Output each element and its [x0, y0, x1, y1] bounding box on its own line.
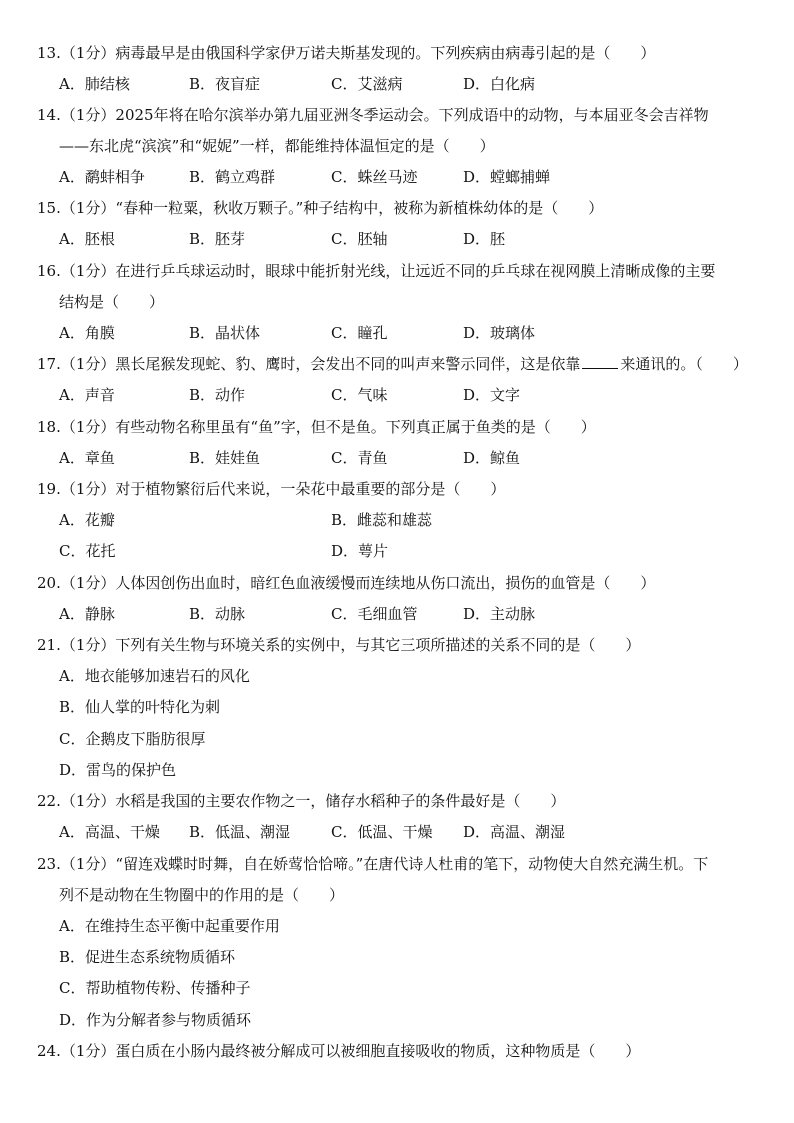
- option-c: C．瞳孔: [331, 324, 388, 342]
- option-b: B．低温、潮湿: [189, 823, 291, 841]
- option-b: B．胚芽: [189, 230, 246, 248]
- answer-blank: [582, 354, 618, 369]
- option-c: C．低温、干燥: [331, 823, 433, 841]
- stem-part-1: 17.（1分）黑长尾猴发现蛇、豹、鹰时，会发出不同的叫声来警示同伴，这是依靠: [37, 355, 581, 373]
- option-d: D．主动脉: [463, 605, 536, 623]
- option-b: B．雌蕊和雄蕊: [331, 511, 433, 529]
- option-a: A．鹬蚌相争: [59, 168, 145, 186]
- option-a: A．角膜: [59, 324, 115, 342]
- option-d: D．白化病: [463, 75, 536, 93]
- option-c: C．花托: [59, 542, 116, 560]
- question-stem: 15.（1分）“春种一粒粟，秋收万颗子。”种子结构中，被称为新植株幼体的是（ ）: [37, 199, 604, 217]
- option-d: D．胚: [463, 230, 506, 248]
- question-stem-continued: ——东北虎“滨滨”和“妮妮”一样，都能维持体温恒定的是（ ）: [59, 137, 495, 155]
- option-a: A．地衣能够加速岩石的风化: [59, 667, 250, 685]
- option-a: A．高温、干燥: [59, 823, 160, 841]
- option-a: A．章鱼: [59, 449, 115, 467]
- option-c: C．帮助植物传粉、传播种子: [59, 979, 251, 997]
- option-d: D．萼片: [331, 542, 389, 560]
- question-stem: 20.（1分）人体因创伤出血时，暗红色血液缓慢而连续地从伤口流出，损伤的血管是（ ）: [37, 574, 656, 592]
- option-a: A．在维持生态平衡中起重要作用: [59, 917, 280, 935]
- option-c: C．毛细血管: [331, 605, 418, 623]
- option-d: D．雷鸟的保护色: [59, 761, 177, 779]
- option-b: B．动作: [189, 386, 246, 404]
- question-stem: 14.（1分）2025年将在哈尔滨举办第九届亚洲冬季运动会。下列成语中的动物，与本届亚冬会吉祥物: [37, 106, 709, 124]
- option-a: A．花瓣: [59, 511, 115, 529]
- question-stem: 22.（1分）水稻是我国的主要农作物之一，储存水稻种子的条件最好是（ ）: [37, 792, 566, 810]
- question-stem: [37, 349, 757, 380]
- option-c: C．气味: [331, 386, 388, 404]
- option-a: A．肺结核: [59, 75, 130, 93]
- question-stem-continued: 列不是动物在生物圈中的作用的是（ ）: [59, 886, 345, 904]
- option-c: C．青鱼: [331, 449, 388, 467]
- question-stem: 13.（1分）病毒最早是由俄国科学家伊万诺夫斯基发现的。下列疾病由病毒引起的是（ ）: [37, 44, 656, 62]
- option-a: A．胚根: [59, 230, 115, 248]
- option-b: B．鹤立鸡群: [189, 168, 276, 186]
- option-d: D．鲸鱼: [463, 449, 521, 467]
- option-d: D．玻璃体: [463, 324, 536, 342]
- option-a: A．静脉: [59, 605, 115, 623]
- stem-part-2: 来通讯的。（ ）: [620, 355, 748, 373]
- option-b: B．促进生态系统物质循环: [59, 948, 236, 966]
- option-b: B．动脉: [189, 605, 246, 623]
- option-d: D．高温、潮湿: [463, 823, 566, 841]
- option-d: D．螳螂捕蝉: [463, 168, 551, 186]
- option-d: D．文字: [463, 386, 521, 404]
- option-c: C．胚轴: [331, 230, 388, 248]
- question-stem: 19.（1分）对于植物繁衍后代来说，一朵花中最重要的部分是（ ）: [37, 480, 506, 498]
- option-b: B．仙人掌的叶特化为刺: [59, 698, 221, 716]
- option-b: B．晶状体: [189, 324, 261, 342]
- question-stem: 24.（1分）蛋白质在小肠内最终被分解成可以被细胞直接吸收的物质，这种物质是（ ）: [37, 1042, 641, 1060]
- option-c: C．企鹅皮下脂肪很厚: [59, 730, 206, 748]
- option-a: A．声音: [59, 386, 115, 404]
- question-stem: 16.（1分）在进行乒乓球运动时，眼球中能折射光线，让远近不同的乒乓球在视网膜上清晰成像的主要: [37, 262, 716, 280]
- question-stem-continued: 结构是（ ）: [59, 293, 165, 311]
- question-stem: 18.（1分）有些动物名称里虽有“鱼”字，但不是鱼。下列真正属于鱼类的是（ ）: [37, 418, 596, 436]
- question-stem: 23.（1分）“留连戏蝶时时舞，自在娇莺恰恰啼。”在唐代诗人杜甫的笔下，动物使大自然充满生机。下: [37, 855, 709, 873]
- option-d: D．作为分解者参与物质循环: [59, 1011, 252, 1029]
- question-stem: 21.（1分）下列有关生物与环境关系的实例中，与其它三项所描述的关系不同的是（ ）: [37, 636, 641, 654]
- option-b: B．夜盲症: [189, 75, 261, 93]
- option-c: C．艾滋病: [331, 75, 403, 93]
- option-c: C．蛛丝马迹: [331, 168, 418, 186]
- option-b: B．娃娃鱼: [189, 449, 261, 467]
